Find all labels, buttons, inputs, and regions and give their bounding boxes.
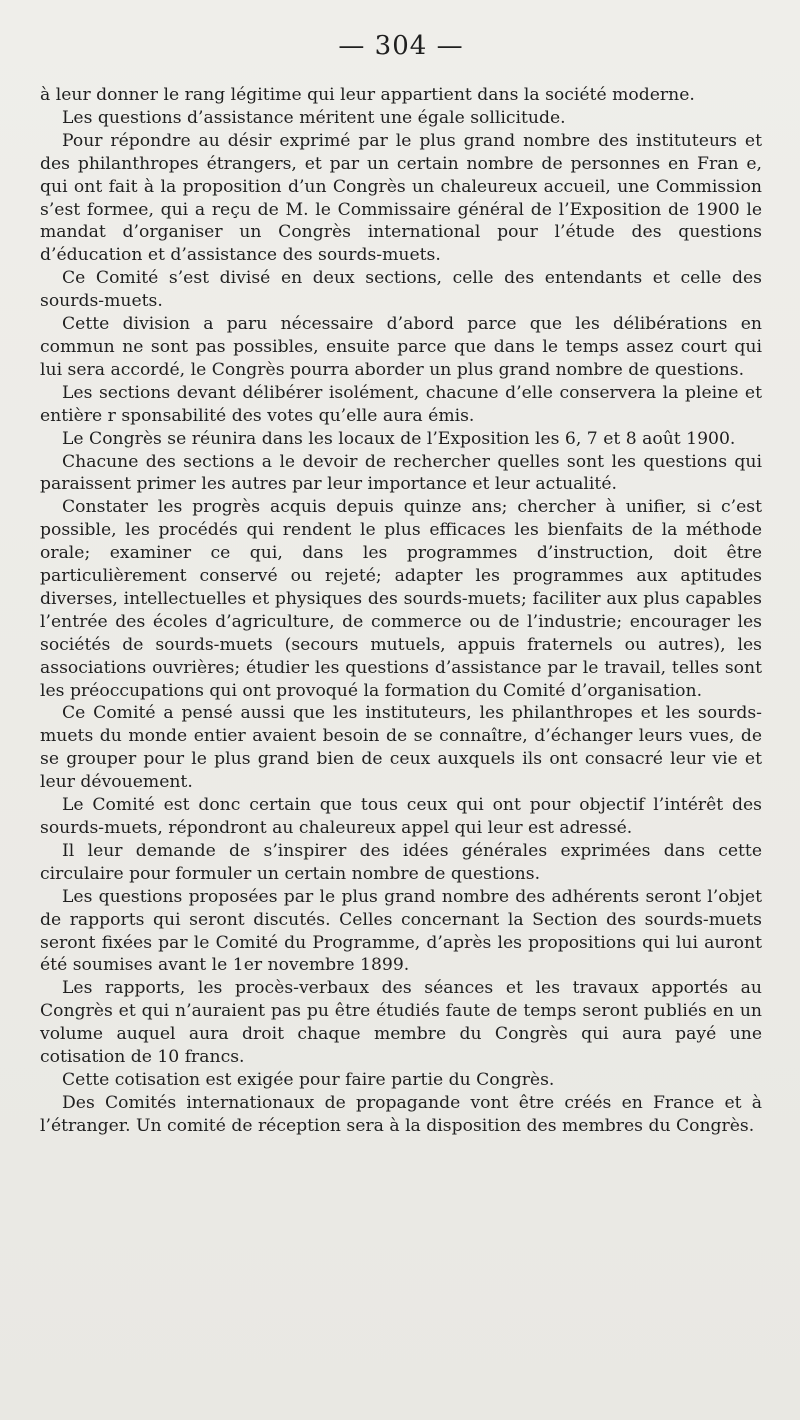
- paragraph-4: Ce Comité s’est divisé en deux sections, celle des entendants et celle des sourds-muets.: [40, 268, 762, 312]
- body-text: [40, 84, 762, 1138]
- paragraph-1: à leur donner le rang légitime qui leur appartient dans la société moderne.: [40, 85, 695, 105]
- paragraph-15: Cette cotisation est exigée pour faire partie du Congrès.: [62, 1069, 555, 1090]
- paragraph-13: Les questions proposées par le plus grand nombre des adhérents seront l’objet de rapports qui seront discutés. Celles concernant la Section des sourds-muets seront fixées par le Comité du Programme, d’après les propositions qui lui auront été soumises avant le 1er novembre 1899.: [40, 886, 762, 976]
- paragraph-11: Le Comité est donc certain que tous ceux qui ont pour objectif l’intérêt des sourds-muets, répondront au chaleureux appel qui leur est adressé.: [40, 795, 762, 838]
- paragraph-12: Il leur demande de s’inspirer des idées générales exprimées dans cette circulaire pour formuler un certain nombre de questions.: [40, 840, 762, 884]
- paragraph-7: Le Congrès se réunira dans les locaux de l’Exposition les 6, 7 et 8 août 1900.: [62, 428, 736, 449]
- paragraph-10: Ce Comité a pensé aussi que les instituteurs, les philanthropes et les sourds-muets du monde entier avaient besoin de se connaître, d’échanger leurs vues, de se grouper pour le plus grand bien de ceux auxquels ils ont consacré leur vie et leur dévouement.: [40, 703, 762, 793]
- paragraph-3: Pour répondre au désir exprimé par le plus grand nombre des instituteurs et des philanthropes étrangers, et par un certain nombre de personnes en Fran e, qui ont fait à la proposition d’un Congrès un chaleureux accueil, une Commission s’est formee, qui a reçu de M. le Commissaire général de l’Exposition de 1900 le mandat d’organiser un Congrès international pour l’étude des questions d’éducation et d’assistance des sourds-muets.: [40, 130, 762, 266]
- paragraph-16: Des Comités internationaux de propagande vont être créés en France et à l’étranger. Un comité de réception sera à la disposition des membres du Congrès.: [40, 1092, 762, 1136]
- paragraph-2: Les questions d’assistance méritent une égale sollicitude.: [62, 107, 566, 128]
- paragraph-9: Constater les progrès acquis depuis quinze ans; chercher à unifier, si c’est possible, les procédés qui rendent le plus efficaces les bienfaits de la méthode orale; examiner ce qui, dans les programmes d’instruction, doit être particulièrement conservé ou rejeté; adapter les programmes aux aptitudes diverses, intellectuelles et physiques des sourds-muets; faciliter aux plus capables l’entrée des écoles d’agriculture, de commerce ou de l’industrie; encourager les sociétés de sourds-muets (secours mutuels, appuis fraternels ou autres), les associations ouvrières; étudier les questions d’assistance par le travail, telles sont les préoccupations qui ont provoqué la formation du Comité d’organisation.: [40, 497, 762, 701]
- paragraph-5: Cette division a paru nécessaire d’abord parce que les délibérations en commun ne sont pas possibles, ensuite parce que dans le temps assez court qui lui sera accordé, le Congrès pourra aborder un plus grand nombre de questions.: [40, 314, 762, 380]
- paragraph-14: Les rapports, les procès-verbaux des séances et les travaux apportés au Congrès et qui n’auraient pas pu être étudiés faute de temps seront publiés en un volume auquel aura droit chaque membre du Congrès qui aura payé une cotisation de 10 francs.: [40, 978, 762, 1068]
- paragraph-6: Les sections devant délibérer isolément, chacune d’elle conservera la pleine et entière r sponsabilité des votes qu’elle aura émis.: [40, 382, 762, 426]
- page-number: — 304 —: [338, 31, 464, 61]
- paragraph-8: Chacune des sections a le devoir de rechercher quelles sont les questions qui paraissent primer les autres par leur importance et leur actualité.: [40, 451, 762, 495]
